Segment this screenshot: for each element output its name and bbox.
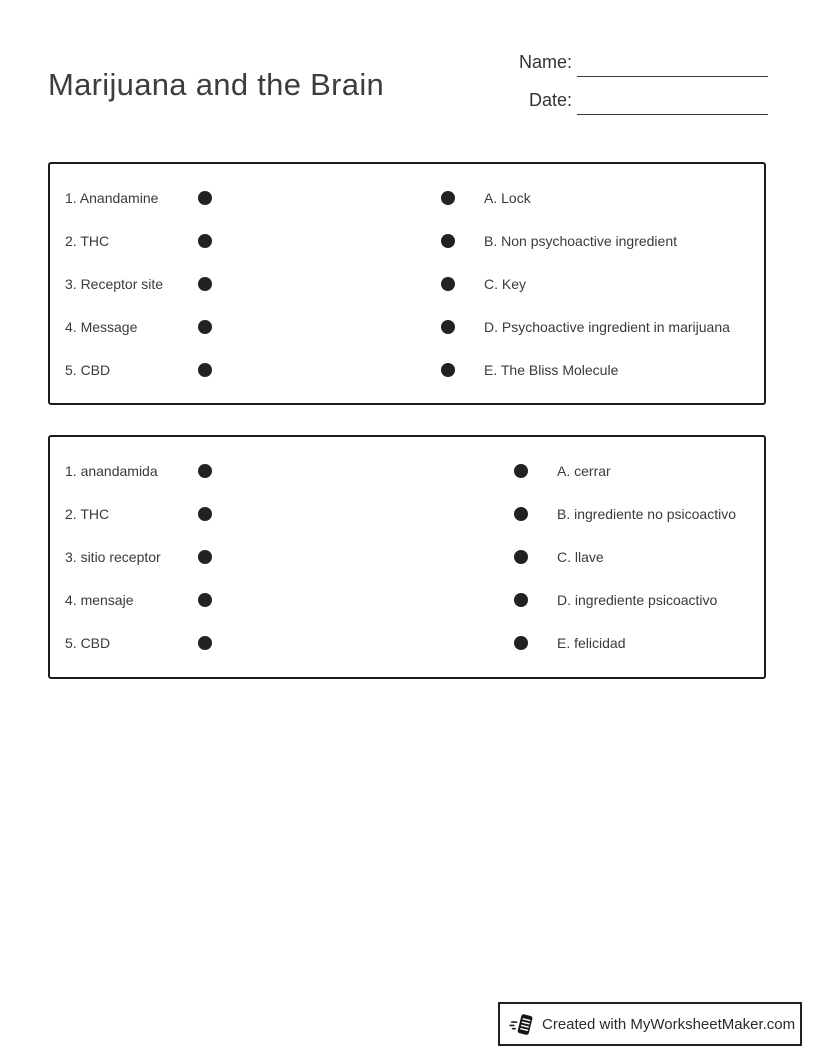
match-term-dot[interactable]: [198, 320, 212, 334]
date-write-line[interactable]: [577, 114, 768, 115]
match-term-dot[interactable]: [198, 550, 212, 564]
match-row: [50, 348, 764, 391]
match-term-dot[interactable]: [198, 363, 212, 377]
match-row: [50, 176, 764, 219]
match-term-dot[interactable]: [198, 593, 212, 607]
match-row: [50, 535, 764, 578]
match-answer-dot[interactable]: [441, 320, 455, 334]
match-answer-dot[interactable]: [441, 191, 455, 205]
match-answer-label: A. cerrar: [557, 462, 611, 479]
matching-rows: [50, 449, 764, 665]
name-label: Name:: [518, 52, 572, 72]
match-term-label: 5. CBD: [65, 361, 111, 378]
match-answer-dot[interactable]: [514, 550, 528, 564]
match-term-label: 1. anandamida: [65, 462, 158, 479]
match-row: [50, 492, 764, 535]
match-answer-label: C. Key: [484, 275, 527, 292]
match-term-dot[interactable]: [198, 636, 212, 650]
match-answer-dot[interactable]: [514, 464, 528, 478]
match-row: [50, 219, 764, 262]
match-answer-label: B. ingrediente no psicoactivo: [557, 505, 736, 522]
match-term-label: 3. Receptor site: [65, 275, 164, 292]
match-answer-label: A. Lock: [484, 189, 531, 206]
match-answer-dot[interactable]: [441, 277, 455, 291]
match-row: [50, 262, 764, 305]
match-row: [50, 622, 764, 665]
match-term-dot[interactable]: [198, 277, 212, 291]
match-term-dot[interactable]: [198, 464, 212, 478]
match-term-label: 5. CBD: [65, 635, 111, 652]
match-answer-label: B. Non psychoactive ingredient: [484, 232, 677, 249]
match-term-label: 2. THC: [65, 232, 110, 249]
match-term-dot[interactable]: [198, 234, 212, 248]
match-answer-dot[interactable]: [441, 363, 455, 377]
match-answer-label: E. felicidad: [557, 635, 626, 652]
flying-worksheet-logo-icon: [508, 1011, 535, 1038]
match-term-label: 2. THC: [65, 505, 110, 522]
match-answer-label: D. Psychoactive ingredient in marijuana: [484, 318, 730, 335]
match-answer-dot[interactable]: [514, 593, 528, 607]
credit-badge: [498, 1002, 802, 1046]
match-answer-dot[interactable]: [441, 234, 455, 248]
page-title: Marijuana and the Brain: [48, 66, 385, 102]
name-write-line[interactable]: [577, 76, 768, 77]
match-answer-dot[interactable]: [514, 507, 528, 521]
matching-section-english: [48, 162, 766, 405]
matching-rows: [50, 176, 764, 391]
match-row: [50, 449, 764, 492]
match-term-label: 1. Anandamine: [65, 189, 159, 206]
match-row: [50, 579, 764, 622]
credit-text: Created with MyWorksheetMaker.com: [542, 1015, 796, 1033]
match-answer-dot[interactable]: [514, 636, 528, 650]
match-term-dot[interactable]: [198, 191, 212, 205]
match-answer-label: E. The Bliss Molecule: [484, 361, 619, 378]
date-label: Date:: [528, 90, 572, 110]
matching-section-spanish: [48, 435, 766, 679]
match-answer-label: D. ingrediente psicoactivo: [557, 592, 718, 609]
match-term-dot[interactable]: [198, 507, 212, 521]
match-term-label: 3. sitio receptor: [65, 549, 161, 565]
match-term-label: 4. mensaje: [65, 592, 134, 609]
match-answer-label: C. llave: [557, 549, 604, 565]
match-term-label: 4. Message: [65, 318, 138, 335]
match-row: [50, 305, 764, 348]
